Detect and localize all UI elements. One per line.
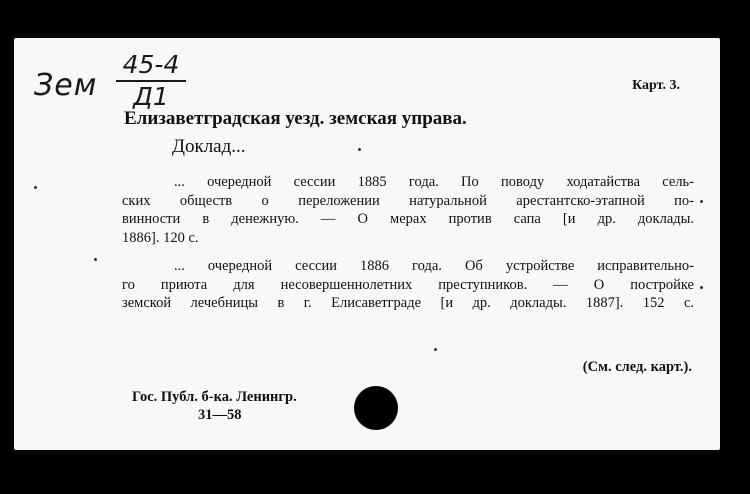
entry-line: земской лечебницы в г. Елисаветграде [и др. доклады. 1887]. 152 с. bbox=[122, 295, 694, 311]
speck-mark bbox=[700, 200, 703, 203]
catalog-card bbox=[14, 38, 720, 450]
shelf-mark-fraction bbox=[116, 52, 186, 110]
entry-line: винности в денежную. — О мерах против сапа [и др. доклады. bbox=[122, 211, 694, 227]
speck-mark bbox=[434, 348, 437, 351]
speck-mark bbox=[700, 286, 703, 289]
entry-line: ... очередной сессии 1885 года. По поводу ходатайства сель- bbox=[174, 174, 694, 190]
card-number: Карт. 3. bbox=[632, 78, 680, 93]
library-name: Гос. Публ. б-ка. Ленингр. bbox=[132, 389, 297, 405]
shelf-mark-prefix: Зем bbox=[34, 68, 98, 103]
shelf-mark-denominator: Д1 bbox=[133, 82, 169, 111]
shelf-mark-numerator: 45-4 bbox=[122, 50, 180, 79]
library-code: 31—58 bbox=[198, 407, 242, 423]
entry-line: ских обществ о переложении натуральной арестантско-этапной по- bbox=[122, 192, 694, 209]
bibliographic-entry bbox=[122, 173, 694, 247]
bibliographic-entry bbox=[122, 257, 694, 313]
card-subheading: Доклад... bbox=[172, 136, 246, 157]
library-stamp bbox=[132, 388, 297, 424]
speck-mark bbox=[34, 186, 37, 189]
speck-mark bbox=[358, 148, 361, 151]
entry-line: ... очередной сессии 1886 года. Об устройстве исправительно- bbox=[174, 258, 694, 274]
entry-line: 1886]. 120 с. bbox=[122, 229, 199, 246]
entry-line: го приюта для несовершеннолетних преступников. — О постройке bbox=[122, 276, 694, 293]
card-heading: Елизаветградская уезд. земская управа. bbox=[124, 108, 467, 129]
card-punch-hole bbox=[354, 386, 398, 430]
continuation-note: (См. след. карт.). bbox=[582, 359, 692, 375]
speck-mark bbox=[94, 258, 97, 261]
